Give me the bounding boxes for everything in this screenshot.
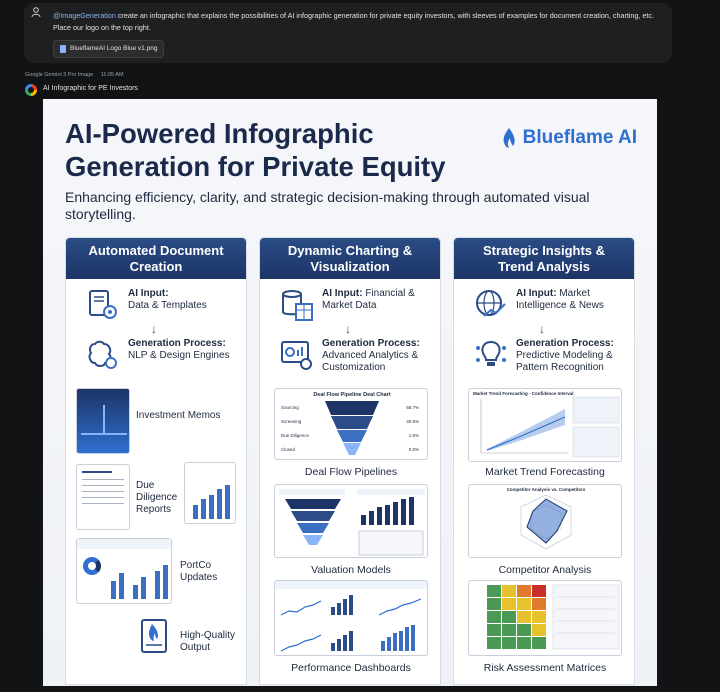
process-label: Generation Process:	[516, 338, 614, 349]
example-label: Competitor Analysis	[498, 564, 592, 576]
radar-chart-title: Competitor Analysis vs. Competitors	[506, 487, 586, 492]
model-name: Google Gemini 3 Pro Image	[25, 72, 94, 78]
funnel-stage: Due Diligence	[281, 433, 310, 438]
infographic-subtitle: Enhancing efficiency, clarity, and strategic decision-making through automated visual storytelling.	[65, 189, 590, 222]
due-diligence-thumbnail	[76, 464, 130, 530]
funnel-stage: Sourcing	[281, 405, 299, 410]
performance-dashboards-thumbnail	[274, 580, 428, 656]
down-arrow-icon: ↓	[539, 322, 545, 336]
prompt-body: create an infographic that explains the possibilities of AI infographic generation for private equity investors, with sleeves of examples for document creation, charting, etc. Place our logo on the top right.	[53, 11, 655, 32]
input-label: AI Input:	[516, 288, 557, 299]
lightbulb-network-icon	[474, 338, 508, 372]
column-header: Dynamic Charting & Visualization	[260, 238, 440, 279]
input-text: Data & Templates	[128, 300, 207, 311]
funnel-title: Deal Flow Pipeline Deal Chart	[313, 392, 391, 398]
competitor-radar-thumbnail	[468, 484, 622, 558]
input-step	[280, 288, 440, 322]
due-diligence-report-chart-thumbnail	[184, 462, 236, 524]
investment-memo-thumbnail	[76, 388, 130, 454]
down-arrow-icon: ↓	[151, 322, 157, 336]
funnel-stage: Closed	[281, 447, 296, 452]
example-label: Market Trend Forecasting	[485, 466, 605, 478]
input-step	[474, 288, 634, 322]
response-time: 11:05 AM	[100, 72, 124, 78]
prompt-mention[interactable]: @ImageGeneration	[53, 11, 116, 20]
example-label: Performance Dashboards	[291, 662, 411, 674]
deal-flow-funnel-thumbnail	[274, 388, 428, 460]
gemini-logo-icon	[25, 84, 37, 96]
globe-trend-icon	[474, 288, 508, 322]
analytics-gear-icon	[280, 338, 314, 372]
example-label: High-Quality Output	[180, 630, 236, 653]
process-step	[86, 338, 246, 372]
input-step	[86, 288, 246, 322]
process-step	[474, 338, 634, 374]
risk-matrix-thumbnail	[468, 580, 622, 656]
process-text: NLP & Design Engines	[128, 350, 230, 361]
column-insights	[453, 237, 635, 685]
example-label: PortCo Updates	[180, 560, 218, 583]
process-text: Advanced Analytics & Customization	[322, 350, 419, 373]
valuation-models-thumbnail	[274, 484, 428, 558]
brand-logo	[501, 127, 637, 149]
response-title: AI Infographic for PE Investors	[43, 85, 138, 92]
funnel-value: 1.5%	[408, 433, 419, 438]
input-label: AI Input:	[128, 288, 169, 299]
attachment-chip[interactable]	[53, 40, 164, 58]
generated-infographic-image[interactable]	[43, 99, 657, 686]
example-label: Deal Flow Pipelines	[304, 466, 398, 478]
user-avatar-icon[interactable]	[30, 6, 42, 18]
infographic-title: AI-Powered Infographic Generation for Private Equity	[65, 118, 446, 182]
model-meta	[25, 72, 130, 78]
process-label: Generation Process:	[128, 338, 226, 349]
document-gear-icon	[86, 288, 120, 322]
column-charting	[259, 237, 441, 685]
funnel-value: 58.7%	[406, 405, 419, 410]
process-text: Predictive Modeling & Pattern Recognition	[516, 350, 613, 373]
funnel-stage: Screening	[281, 419, 302, 424]
brain-gear-icon	[86, 338, 120, 372]
example-label: Due Diligence Reports	[136, 480, 178, 515]
flame-icon	[501, 127, 517, 149]
file-icon	[60, 45, 66, 53]
example-label: Valuation Models	[311, 564, 391, 576]
column-header: Strategic Insights & Trend Analysis	[454, 238, 634, 279]
trend-chart-title: Market Trend Forecasting - Confidence Interval	[473, 391, 574, 396]
funnel-value: 0.5%	[408, 447, 419, 452]
example-label: Investment Memos	[136, 410, 221, 421]
down-arrow-icon: ↓	[345, 322, 351, 336]
column-header: Automated Document Creation	[66, 238, 246, 279]
market-trend-thumbnail	[468, 388, 622, 462]
input-text: Market Intelligence & News	[516, 288, 604, 311]
database-spreadsheet-icon	[280, 288, 314, 322]
attachment-name: BlueflameAI Logo Blue v1.png	[70, 45, 158, 52]
document-output-icon	[136, 616, 174, 658]
example-label: Risk Assessment Matrices	[483, 662, 607, 674]
input-text: Financial & Market Data	[322, 288, 415, 311]
input-label: AI Input:	[322, 288, 363, 299]
process-label: Generation Process:	[322, 338, 420, 349]
column-document-creation	[65, 237, 247, 685]
process-step	[280, 338, 440, 374]
prompt-text	[53, 10, 665, 33]
portco-updates-thumbnail	[76, 538, 172, 604]
brand-name: Blueflame AI	[522, 127, 637, 148]
funnel-value: 30.5%	[406, 419, 419, 424]
